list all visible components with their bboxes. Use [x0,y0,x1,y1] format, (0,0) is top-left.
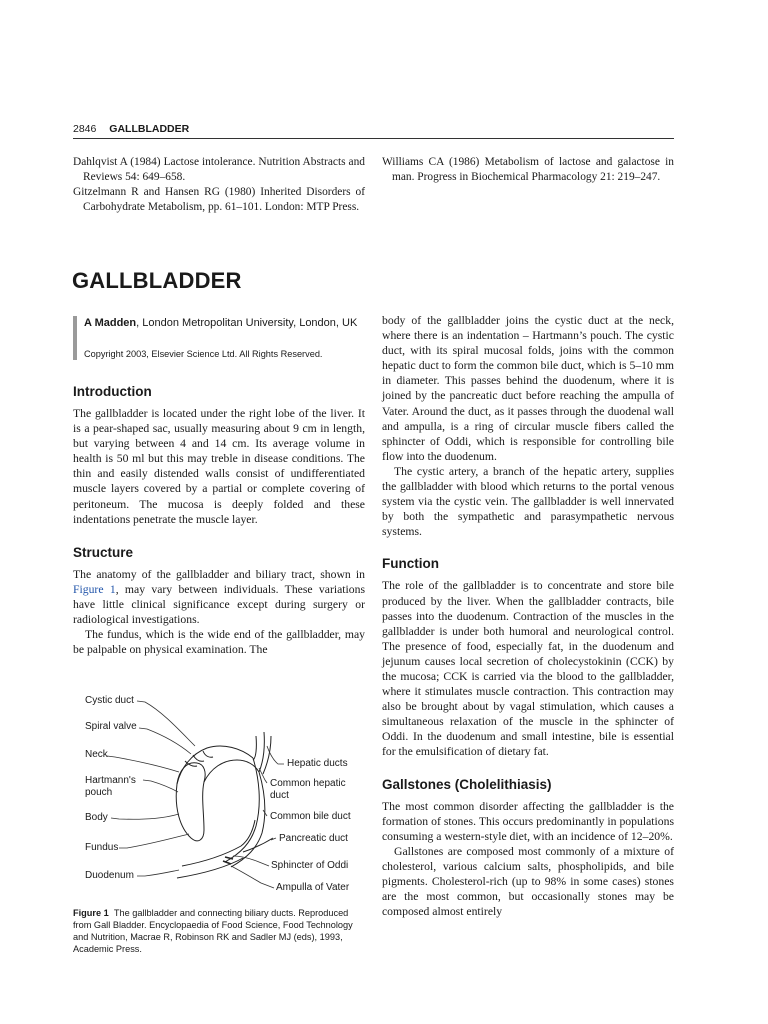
label-neck: Neck [85,749,108,760]
structure-text: , may vary between individuals. These variations have little clinical significance except during surgery or radiological investigations. [73,582,365,627]
structure-paragraph-2: The fundus, which is the wide end of the gallbladder, may be palpable on physical examination. The [73,628,365,657]
running-title: GALLBLADDER [109,123,190,135]
caption-label: Figure 1 [73,908,109,918]
author-accent-bar [73,316,77,360]
introduction-paragraph: The gallbladder is located under the right lobe of the liver. It is a pear-shaped sac, usually measuring about 9 cm in length, but varying between 4 and 14 cm. Its average volume in health is 50 ml but this may treble in disease conditions. The thin and easily distended walls consist of undifferentiated muscle layers covered by a partial or complete covering of peritoneum. The mucosa is deeply folded and these indentations penetrate the muscle layer. [73,407,365,526]
references-right [382,155,674,185]
structure-text: The anatomy of the gallbladder and biliary tract, shown in [73,567,365,581]
reference-entry: Dahlqvist A (1984) Lactose intolerance. Nutrition Abstracts and Reviews 54: 649–658. [73,156,365,183]
label-fundus: Fundus [85,842,119,853]
label-spiral-valve: Spiral valve [85,721,137,732]
label-hartmanns-pouch: Hartmann's pouch [85,775,136,798]
article-title: GALLBLADDER [72,268,242,293]
structure-paragraph-1 [73,567,365,627]
structure-paragraph-3: body of the gallbladder joins the cystic duct at the neck, where there is an indentation – Hartmann’s pouch. The cystic duct, with its spiral mucosal folds, joins with the common hepatic duct to form the common bile duct, which is 5–10 mm in diameter. This passes behind the duodenum, where it is joined by the pancreatic duct before reaching the ampulla of Vater. Around the duct, as it passes through the duodenal wall and ampulla, is a ring of circular muscle fibers called the sphincter of Oddi, which is responsible for controlling bile flow into the duodenum. [382,314,674,463]
gallstones-heading: Gallstones (Cholelithiasis) [382,776,552,792]
label-common-hepatic-duct: Common hepatic duct [270,778,346,801]
caption-text: The gallbladder and connecting biliary ducts. Reproduced from Gall Bladder. Encyclopaedia of Food Science, Food Technology and Nutrition, Macrae R, Robinson RK and Sadler MJ (eds), 1993, Academic Press. [73,908,353,954]
label-cystic-duct: Cystic duct [85,695,134,706]
label-common-bile-duct: Common bile duct [270,811,351,822]
header-rule [73,138,674,139]
structure-heading: Structure [73,544,134,560]
label-ampulla-of-vater: Ampulla of Vater [276,882,350,893]
function-paragraph: The role of the gallbladder is to concentrate and store bile produced by the liver. When the gallbladder contracts, bile passes into the duodenum. Contraction of the muscles in the gallbladder is under both humoral and neurological control. The presence of food, especially fat, in the duodenum and jejunum causes local secretion of cholecystokinin (CCK) by the mucosa; CCK is carried via the blood to the gallbladder, where it stimulates muscle contraction. This contraction may also be brought about by vagal stimulation, which causes a simultaneous relaxation of the muscle in the sphincter of Oddi. In the duodenum and small intestine, bile is essential for the emulsification of dietary fat. [382,579,674,759]
structure-paragraph-4: The cystic artery, a branch of the hepatic artery, supplies the gallbladder with blood which returns to the portal venous system via the cystic vein. The gallbladder is well innervated by both the sympathetic and parasympathetic nervous systems. [382,464,674,539]
label-body: Body [85,812,108,823]
copyright-notice: Copyright 2003, Elsevier Science Ltd. All Rights Reserved. [84,349,323,359]
author-line [84,316,364,330]
references-left [73,155,365,215]
label-pancreatic-duct: Pancreatic duct [279,833,348,844]
gallstones-paragraph-1: The most common disorder affecting the gallbladder is the formation of stones. This occurs predominantly in populations consuming a western-style diet, with an incidence of 12–20%. [382,799,674,843]
label-sphincter-of-oddi: Sphincter of Oddi [271,860,349,871]
label-hepatic-ducts: Hepatic ducts [287,758,348,769]
label-duodenum: Duodenum [85,870,134,881]
author-box [73,316,365,360]
figure-1-link[interactable]: Figure 1 [73,582,116,596]
function-heading: Function [382,556,439,572]
page-number: 2846 [73,123,97,135]
running-head [73,123,189,135]
gallstones-paragraph-2: Gallstones are composed most commonly of a mixture of cholesterol, various calcium salts, phospholipids, and bile pigments. Cholesterol-rich (up to 98% in some cases) stones are the most common, but occasionally stones may be composed almost entirely [382,844,674,919]
reference-entry: Williams CA (1986) Metabolism of lactose and galactose in man. Progress in Biochemical Pharmacology 21: 219–247. [382,156,674,183]
author-name: A Madden [84,317,137,329]
introduction-heading: Introduction [73,384,152,399]
figure-1 [73,688,365,903]
author-affiliation: , London Metropolitan University, London, UK [136,317,358,329]
right-column [382,313,674,919]
left-column [73,384,365,657]
reference-entry: Gitzelmann R and Hansen RG (1980) Inherited Disorders of Carbohydrate Metabolism, pp. 61–101. London: MTP Press. [73,186,365,213]
figure-caption [73,907,365,955]
